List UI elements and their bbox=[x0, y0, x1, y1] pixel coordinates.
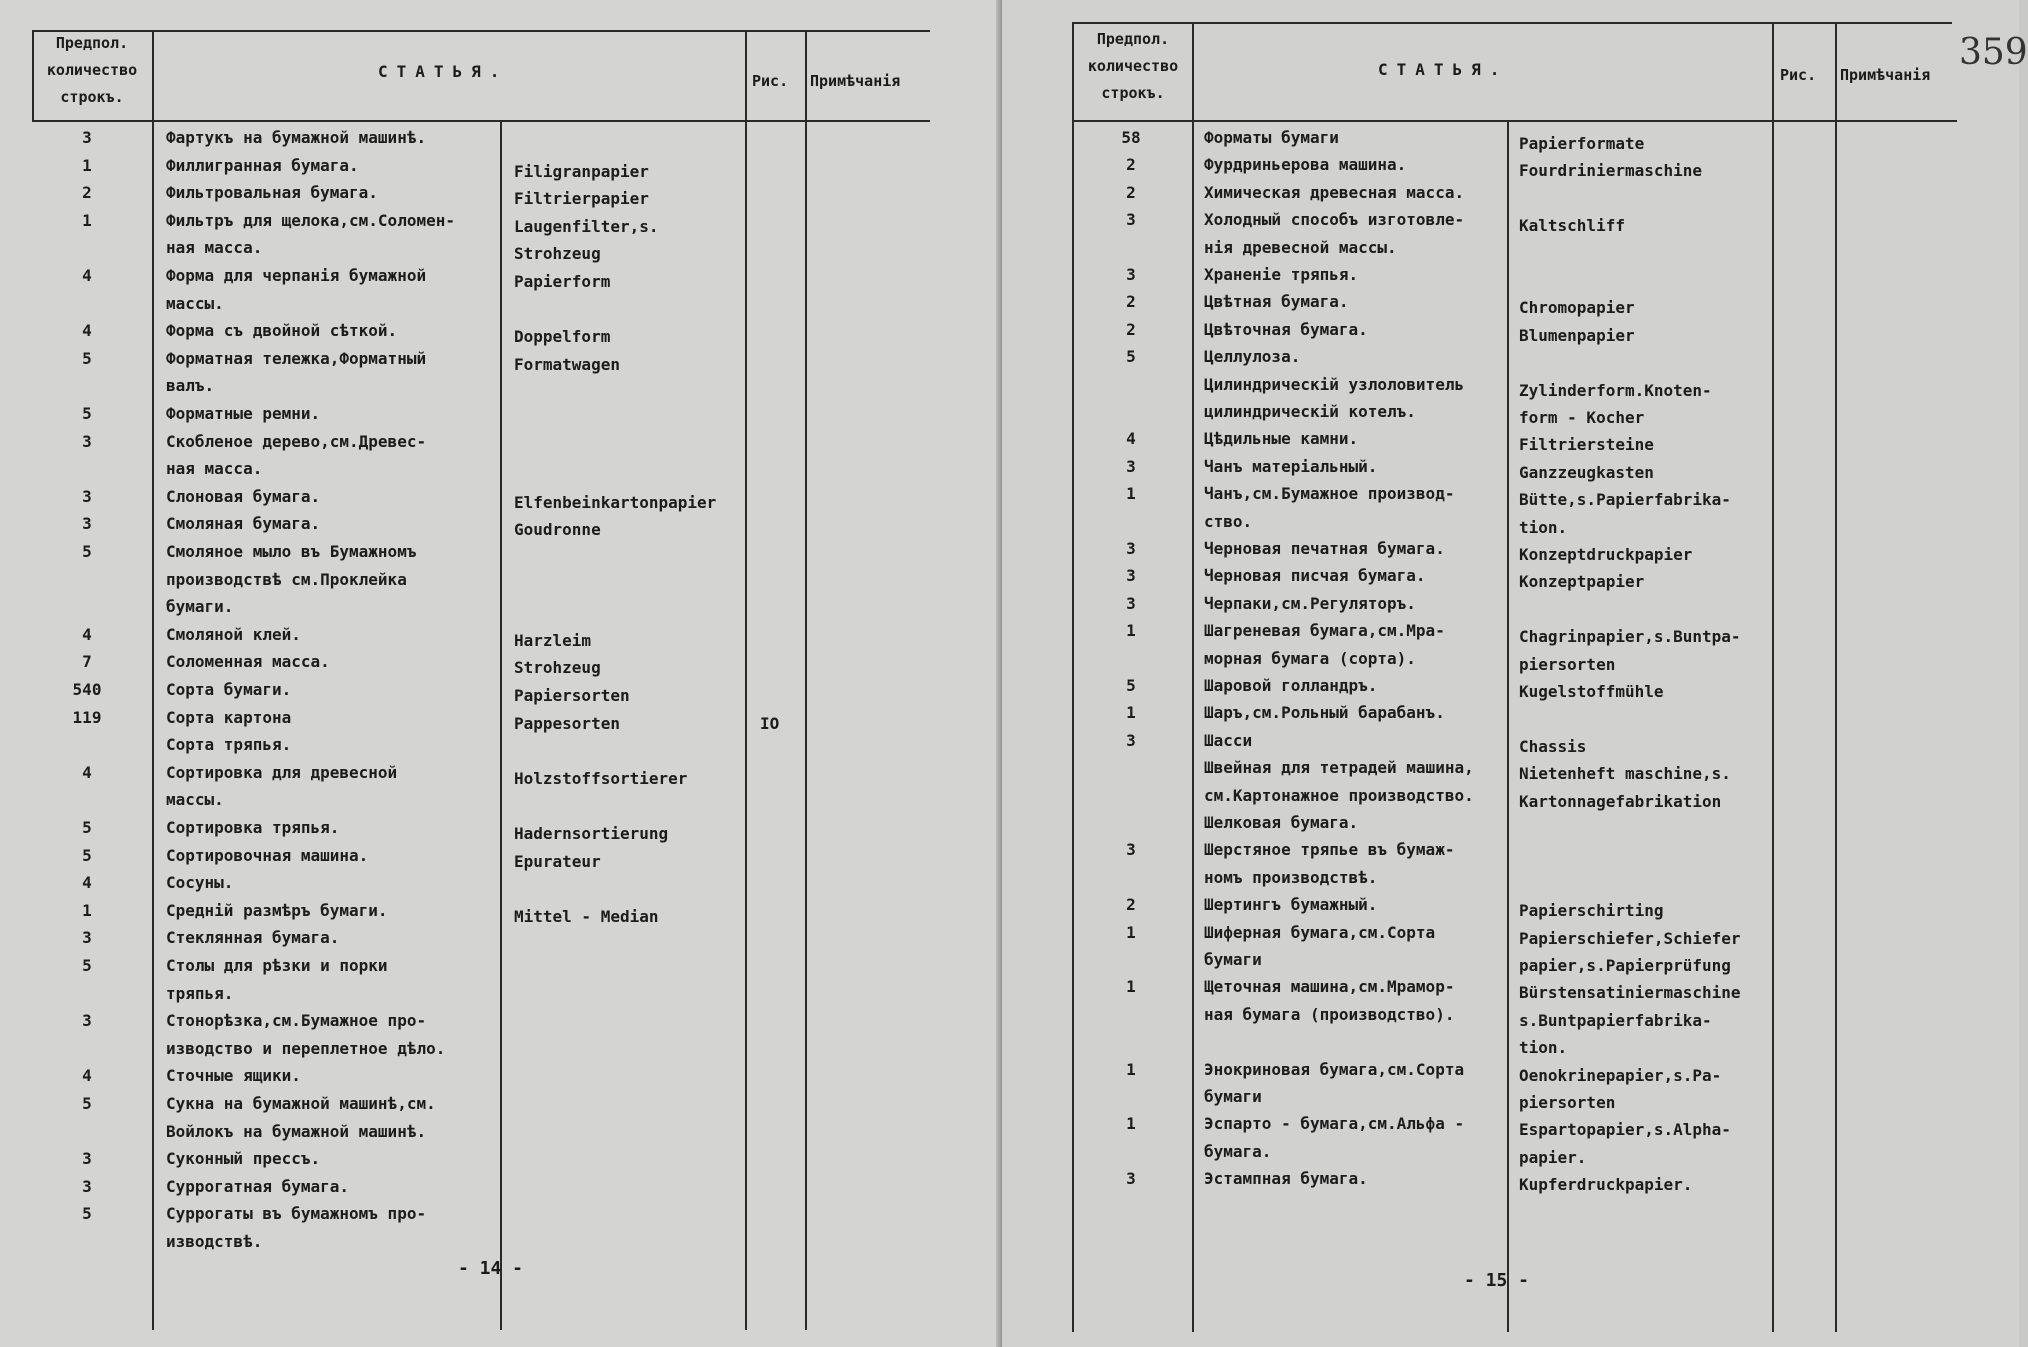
line-count: 1 bbox=[82, 210, 92, 230]
article-title: Форма для черпанія бумажной bbox=[166, 266, 427, 285]
article-title: Шертингъ бумажный. bbox=[1204, 895, 1378, 915]
line-count: 5 bbox=[1126, 676, 1136, 695]
line-count: 3 bbox=[82, 514, 92, 534]
german-term: Kupferdruckpapier. bbox=[1519, 1175, 1693, 1195]
german-term: Chromopapier bbox=[1519, 298, 1635, 318]
article-title: Цѣдильные камни. bbox=[1204, 429, 1359, 449]
article-title: Швейная для тетрадей машина, bbox=[1204, 758, 1474, 778]
article-title: Цилиндрическій узлоловитель bbox=[1204, 374, 1465, 394]
article-title: Шиферная бумага,см.Сорта bbox=[1204, 922, 1436, 942]
header-bottom-rule bbox=[32, 120, 930, 122]
line-count: 5 bbox=[82, 818, 92, 837]
line-count: 1 bbox=[1126, 977, 1136, 997]
article-title: Фурдриньерова машина. bbox=[1204, 155, 1407, 175]
article-title: Чанъ матеріальный. bbox=[1204, 456, 1378, 476]
article-title: Фартукъ на бумажной машинѣ. bbox=[166, 128, 427, 147]
article-title: Химическая древесная масса. bbox=[1204, 182, 1465, 202]
archive-stamp-number: 359 bbox=[1959, 32, 2028, 73]
line-count: 5 bbox=[1126, 347, 1136, 367]
article-title: морная бумага (сорта). bbox=[1204, 648, 1416, 668]
line-count: 5 bbox=[82, 404, 92, 423]
article-title: Столы для рѣзки и порки bbox=[166, 956, 388, 975]
german-term: Papiersorten bbox=[514, 686, 630, 705]
article-title: ная масса. bbox=[166, 459, 263, 479]
article-title: Сточные ящики. bbox=[166, 1066, 301, 1086]
german-term: Chassis bbox=[1519, 736, 1587, 756]
german-term: piersorten bbox=[1519, 1092, 1616, 1112]
article-title: Скобленое дерево,см.Древес- bbox=[166, 431, 427, 451]
article-title: Суррогаты въ бумажномъ про- bbox=[166, 1204, 427, 1224]
german-term: papier. bbox=[1519, 1147, 1587, 1167]
article-title: Форматная тележка,Форматный bbox=[166, 348, 427, 368]
line-count: 3 bbox=[82, 928, 92, 948]
line-count: 1 bbox=[1126, 703, 1136, 723]
german-term: Goudronne bbox=[514, 520, 601, 540]
left-page bbox=[0, 0, 1002, 1347]
article-title: Смоляная бумага. bbox=[166, 514, 321, 534]
german-term: Konzeptpapier bbox=[1519, 572, 1645, 592]
article-title: Шасси bbox=[1204, 730, 1253, 750]
line-count: 3 bbox=[1126, 456, 1136, 476]
col-rule bbox=[805, 30, 807, 1330]
line-count: 3 bbox=[82, 486, 92, 506]
article-title: Холодный способъ изготовле- bbox=[1204, 210, 1465, 230]
german-term: Blumenpapier bbox=[1519, 325, 1635, 345]
article-title: Смоляное мыло въ Бумажномъ bbox=[166, 542, 417, 561]
german-term: Filigranpapier bbox=[514, 161, 649, 181]
right-page bbox=[1002, 0, 2028, 1347]
line-count: 2 bbox=[1126, 292, 1136, 312]
article-title: Сосуны. bbox=[166, 873, 234, 893]
line-count: 5 bbox=[82, 1204, 92, 1224]
article-title: Сукна на бумажной машинѣ,см. bbox=[166, 1094, 436, 1113]
col-rule bbox=[1772, 22, 1774, 1332]
german-term: Formatwagen bbox=[514, 354, 620, 374]
article-title: Чанъ,см.Бумажное производ- bbox=[1204, 484, 1455, 504]
line-count: 3 bbox=[82, 431, 92, 451]
article-title: бумаги bbox=[1204, 949, 1262, 969]
line-count: 2 bbox=[1126, 319, 1136, 339]
article-title: Сортировка тряпья. bbox=[166, 818, 340, 837]
line-count: 4 bbox=[82, 1066, 92, 1086]
article-title: Филлигранная бумага. bbox=[166, 155, 359, 175]
line-count: 3 bbox=[82, 128, 92, 147]
line-count: 5 bbox=[82, 542, 92, 561]
german-term: Harzleim bbox=[514, 630, 592, 650]
col-rule bbox=[1507, 120, 1509, 1332]
line-count: 1 bbox=[1126, 1059, 1136, 1079]
article-title: Слоновая бумага. bbox=[166, 486, 321, 506]
article-title: Войлокъ на бумажной машинѣ. bbox=[166, 1121, 427, 1141]
german-term: papier,s.Papierprüfung bbox=[1519, 955, 1731, 975]
line-count: 3 bbox=[82, 1176, 92, 1196]
german-term: Doppelform bbox=[514, 327, 611, 347]
page-number: - 15 - bbox=[1464, 1270, 1530, 1291]
line-count: 119 bbox=[72, 707, 102, 727]
line-count: 5 bbox=[82, 956, 92, 975]
german-term: Espartopapier,s.Alpha- bbox=[1519, 1120, 1731, 1140]
article-title: Эспарто - бумага,см.Альфа - bbox=[1204, 1114, 1465, 1134]
col-rule bbox=[1192, 22, 1194, 1332]
article-title: Сорта бумаги. bbox=[166, 680, 292, 699]
line-count: 4 bbox=[82, 624, 92, 644]
article-title: Смоляной клей. bbox=[166, 624, 301, 644]
col-rule bbox=[745, 30, 747, 1330]
article-title: Шелковая бумага. bbox=[1204, 812, 1359, 832]
article-title: Соломенная масса. bbox=[166, 652, 330, 672]
german-term: Papierform bbox=[514, 272, 611, 291]
article-title: нія древесной массы. bbox=[1204, 237, 1397, 257]
german-term: Chagrinpapier,s.Buntpa- bbox=[1519, 627, 1741, 647]
german-term: tion. bbox=[1519, 1038, 1568, 1058]
article-title: валъ. bbox=[166, 376, 215, 396]
line-count: 540 bbox=[72, 680, 102, 699]
german-term: Zylinderform.Knoten- bbox=[1519, 380, 1712, 400]
article-title: см.Картонажное производство. bbox=[1204, 785, 1474, 805]
article-title: Суррогатная бумага. bbox=[166, 1176, 350, 1196]
line-count: 3 bbox=[1126, 1169, 1136, 1189]
article-title: Форматные ремни. bbox=[166, 404, 321, 423]
german-term: Kartonnagefabrikation bbox=[1519, 791, 1722, 811]
german-term: Papierschiefer,Schiefer bbox=[1519, 928, 1741, 948]
col-rule bbox=[500, 120, 502, 1330]
german-term: piersorten bbox=[1519, 654, 1616, 674]
line-count: 3 bbox=[1126, 593, 1136, 613]
figure-number: IO bbox=[760, 713, 780, 733]
table-top-rule bbox=[1072, 22, 1952, 24]
line-count: 4 bbox=[82, 762, 92, 782]
line-count: 5 bbox=[82, 1094, 92, 1113]
article-title: Черновая писчая бумага. bbox=[1204, 566, 1426, 586]
line-count: 3 bbox=[1126, 539, 1136, 558]
article-title: Черновая печатная бумага. bbox=[1204, 539, 1445, 558]
article-title: Целлулоза. bbox=[1204, 347, 1301, 367]
line-count: 3 bbox=[1126, 730, 1136, 750]
article-title: Щеточная машина,см.Мрамор- bbox=[1204, 977, 1455, 997]
article-title: ная масса. bbox=[166, 238, 263, 258]
line-count: 2 bbox=[1126, 182, 1136, 202]
german-term: Laugenfilter,s. bbox=[514, 216, 659, 236]
line-count: 4 bbox=[82, 266, 92, 285]
line-count: 4 bbox=[82, 321, 92, 341]
line-count: 2 bbox=[1126, 155, 1136, 175]
article-title: Эстампная бумага. bbox=[1204, 1169, 1368, 1189]
article-title: Фильтръ для щелока,см.Соломен- bbox=[166, 210, 455, 230]
line-count: 3 bbox=[1126, 566, 1136, 586]
article-title: ство. bbox=[1204, 511, 1253, 531]
german-term: Strohzeug bbox=[514, 244, 601, 264]
header-article: СТАТЬЯ. bbox=[1378, 60, 1509, 79]
german-term: Fourdriniermaschine bbox=[1519, 161, 1703, 181]
article-title: Цвѣтная бумага. bbox=[1204, 292, 1349, 312]
col-rule bbox=[152, 30, 154, 1330]
article-title: Шагреневая бумага,см.Мра- bbox=[1204, 621, 1445, 641]
article-title: бумаги bbox=[1204, 1086, 1262, 1106]
col-rule bbox=[1835, 22, 1837, 1332]
line-count: 1 bbox=[1126, 922, 1136, 942]
article-title: Сортировочная машина. bbox=[166, 845, 369, 865]
line-count: 2 bbox=[82, 183, 92, 203]
german-term: Hadernsortierung bbox=[514, 824, 669, 843]
page-number: - 14 - bbox=[458, 1258, 524, 1279]
article-title: Средній размѣръ бумаги. bbox=[166, 900, 388, 920]
article-title: Шаровой голландръ. bbox=[1204, 676, 1378, 695]
article-title: Храненіе тряпья. bbox=[1204, 265, 1359, 284]
german-term: Filtrierpapier bbox=[514, 189, 649, 209]
line-count: 7 bbox=[82, 652, 92, 672]
article-title: Цвѣточная бумага. bbox=[1204, 319, 1368, 339]
german-term: tion. bbox=[1519, 517, 1568, 537]
line-count: 1 bbox=[1126, 621, 1136, 641]
header-fig: Рис. bbox=[752, 72, 789, 90]
article-title: Сорта картона bbox=[166, 707, 292, 727]
article-title: Сортировка для древесной bbox=[166, 762, 398, 782]
line-count: 1 bbox=[82, 900, 92, 920]
article-title: Форматы бумаги bbox=[1204, 128, 1339, 147]
german-term: Papierformate bbox=[1519, 134, 1645, 153]
article-title: Фильтровальная бумага. bbox=[166, 183, 378, 203]
article-title: Суконный прессъ. bbox=[166, 1149, 321, 1169]
line-count: 3 bbox=[1126, 210, 1136, 230]
article-title: номъ производствѣ. bbox=[1204, 867, 1378, 887]
german-term: Filtriersteine bbox=[1519, 435, 1654, 455]
table-top-rule bbox=[32, 30, 930, 32]
article-title: Энокриновая бумага,см.Сорта bbox=[1204, 1059, 1465, 1079]
article-title: бумаги. bbox=[166, 597, 234, 617]
german-term: form - Kocher bbox=[1519, 407, 1645, 427]
article-title: изводство и переплетное дѣло. bbox=[166, 1038, 446, 1058]
line-count: 3 bbox=[82, 1149, 92, 1169]
german-term: Mittel - Median bbox=[514, 906, 659, 926]
article-title: массы. bbox=[166, 790, 224, 810]
article-title: Шаръ,см.Рольный барабанъ. bbox=[1204, 703, 1445, 723]
german-term: Bütte,s.Papierfabrika- bbox=[1519, 490, 1731, 510]
german-term: Kaltschliff bbox=[1519, 216, 1625, 236]
german-term: Bürstensatiniermaschine bbox=[1519, 983, 1741, 1003]
header-article: СТАТЬЯ. bbox=[378, 62, 509, 81]
line-count: 1 bbox=[1126, 484, 1136, 504]
german-term: Konzeptdruckpapier bbox=[1519, 545, 1693, 564]
line-count: 5 bbox=[82, 845, 92, 865]
line-count: 3 bbox=[1126, 840, 1136, 860]
line-count: 3 bbox=[1126, 265, 1136, 284]
line-count: 4 bbox=[82, 873, 92, 893]
article-title: бумага. bbox=[1204, 1141, 1272, 1161]
line-count: 1 bbox=[82, 155, 92, 175]
german-term: s.Buntpapierfabrika- bbox=[1519, 1010, 1712, 1030]
line-count: 4 bbox=[1126, 429, 1136, 449]
header-bottom-rule bbox=[1072, 120, 1957, 122]
article-title: Форма съ двойной сѣткой. bbox=[166, 321, 398, 341]
german-term: Nietenheft maschine,s. bbox=[1519, 764, 1731, 784]
german-term: Elfenbeinkartonpapier bbox=[514, 492, 717, 512]
article-title: Шерстяное тряпье въ бумаж- bbox=[1204, 840, 1455, 860]
german-term: Strohzeug bbox=[514, 658, 601, 678]
article-title: ная бумага (производство). bbox=[1204, 1004, 1455, 1024]
line-count: 58 bbox=[1121, 128, 1141, 147]
line-count: 1 bbox=[1126, 1114, 1136, 1134]
article-title: массы. bbox=[166, 293, 224, 313]
header-count: Предпол. количество строкъ. bbox=[46, 34, 138, 106]
article-title: Стеклянная бумага. bbox=[166, 928, 340, 948]
article-title: Сорта тряпья. bbox=[166, 735, 292, 755]
header-notes: Примѣчанія bbox=[810, 72, 901, 90]
header-notes: Примѣчанія bbox=[1840, 66, 1931, 84]
line-count: 3 bbox=[82, 1011, 92, 1031]
line-count: 5 bbox=[82, 348, 92, 368]
header-fig: Рис. bbox=[1780, 66, 1817, 84]
article-title: тряпья. bbox=[166, 983, 234, 1003]
article-title: Черпаки,см.Регуляторъ. bbox=[1204, 593, 1416, 613]
german-term: Oenokrinepapier,s.Pa- bbox=[1519, 1065, 1722, 1085]
german-term: Epurateur bbox=[514, 851, 601, 871]
german-term: Holzstoffsortierer bbox=[514, 768, 688, 788]
german-term: Pappesorten bbox=[514, 713, 620, 733]
article-title: Стонорѣзка,см.Бумажное про- bbox=[166, 1011, 427, 1031]
header-count: Предпол. количество строкъ. bbox=[1087, 30, 1179, 102]
german-term: Papierschirting bbox=[1519, 901, 1664, 921]
german-term: Ganzzeugkasten bbox=[1519, 462, 1654, 482]
article-title: изводствѣ. bbox=[166, 1231, 263, 1251]
line-count: 2 bbox=[1126, 895, 1136, 915]
article-title: производствѣ см.Проклейка bbox=[166, 569, 407, 589]
german-term: Kugelstoffmühle bbox=[1519, 682, 1664, 701]
article-title: цилиндрическій котелъ. bbox=[1204, 401, 1416, 421]
